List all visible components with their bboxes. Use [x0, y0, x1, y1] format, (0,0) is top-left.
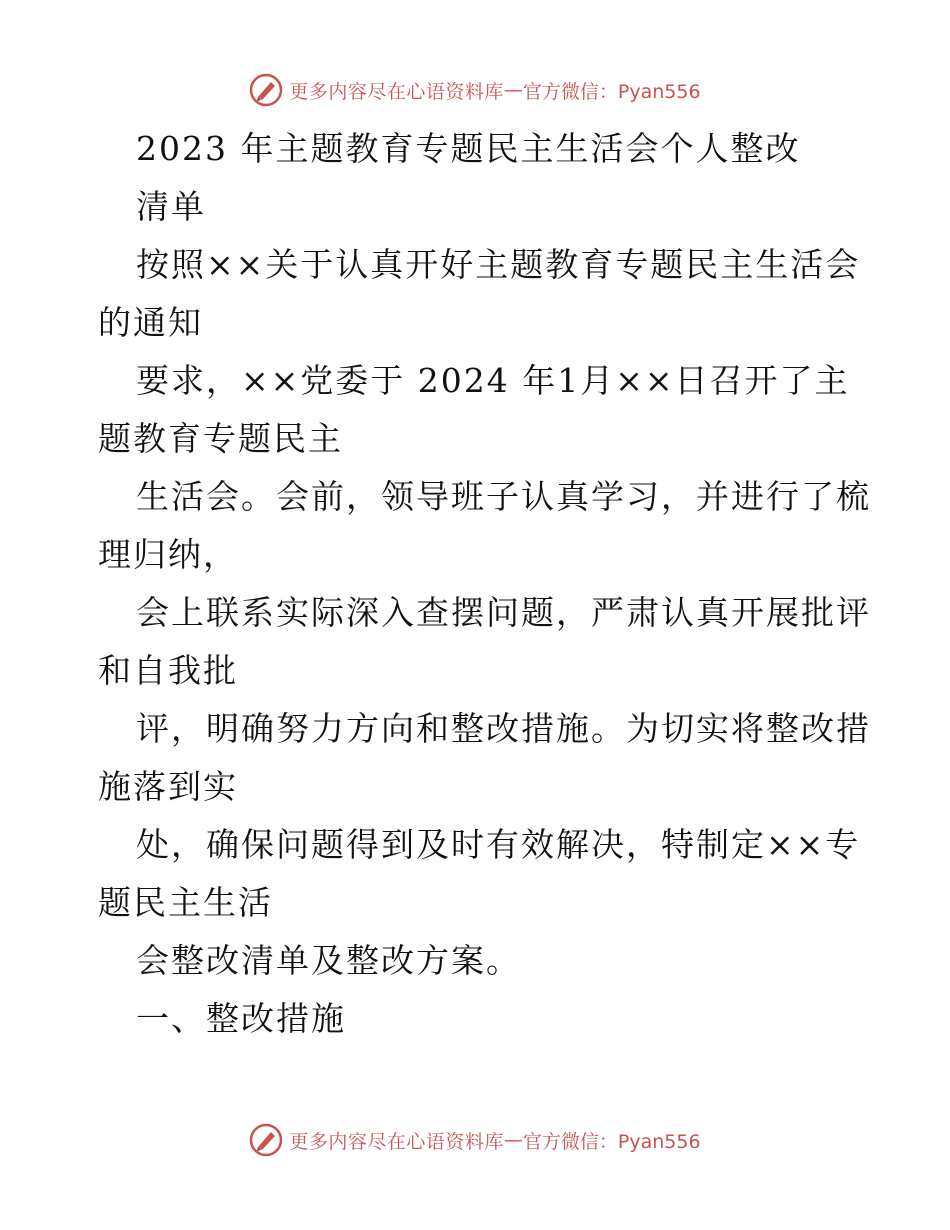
document-line: 题民主生活	[98, 883, 273, 922]
document-line: 会整改清单及整改方案。	[136, 941, 521, 980]
document-line: 和自我批	[98, 651, 238, 690]
document-line: 处，确保问题得到及时有效解决，特制定××专	[136, 825, 861, 864]
document-line: 要求，××党委于 2024 年1月××日召开了主	[136, 361, 850, 400]
document-line: 的通知	[98, 303, 203, 342]
document-line: 施落到实	[98, 767, 238, 806]
document-body	[98, 120, 871, 1048]
watermark-suffix: 官方微信：Pyan556	[522, 1130, 701, 1153]
watermark-separator: —	[503, 1129, 523, 1151]
footer-watermark	[0, 1120, 950, 1160]
pen-logo-icon	[249, 73, 283, 107]
document-line: 评，明确努力方向和整改措施。为切实将整改措	[136, 709, 871, 748]
document-line: 会上联系实际深入查摆问题，严肃认真开展批评	[136, 593, 871, 632]
watermark-text: 更多内容尽在心语资料库	[289, 1130, 504, 1153]
pen-logo-icon	[249, 1123, 283, 1157]
watermark-text: 更多内容尽在心语资料库	[289, 80, 504, 103]
document-line: 理归纳，	[98, 535, 238, 574]
document-line: 题教育专题民主	[98, 419, 343, 458]
watermark-suffix: 官方微信：Pyan556	[522, 80, 701, 103]
watermark-separator: —	[503, 79, 523, 101]
document-line: 2023 年主题教育专题民主生活会个人整改	[136, 129, 801, 168]
document-line: 生活会。会前，领导班子认真学习，并进行了梳	[136, 477, 871, 516]
document-line: 一、整改措施	[136, 999, 346, 1038]
document-line: 清单	[136, 187, 206, 226]
document-line: 按照××关于认真开好主题教育专题民主生活会	[136, 245, 861, 284]
header-watermark	[0, 70, 950, 110]
